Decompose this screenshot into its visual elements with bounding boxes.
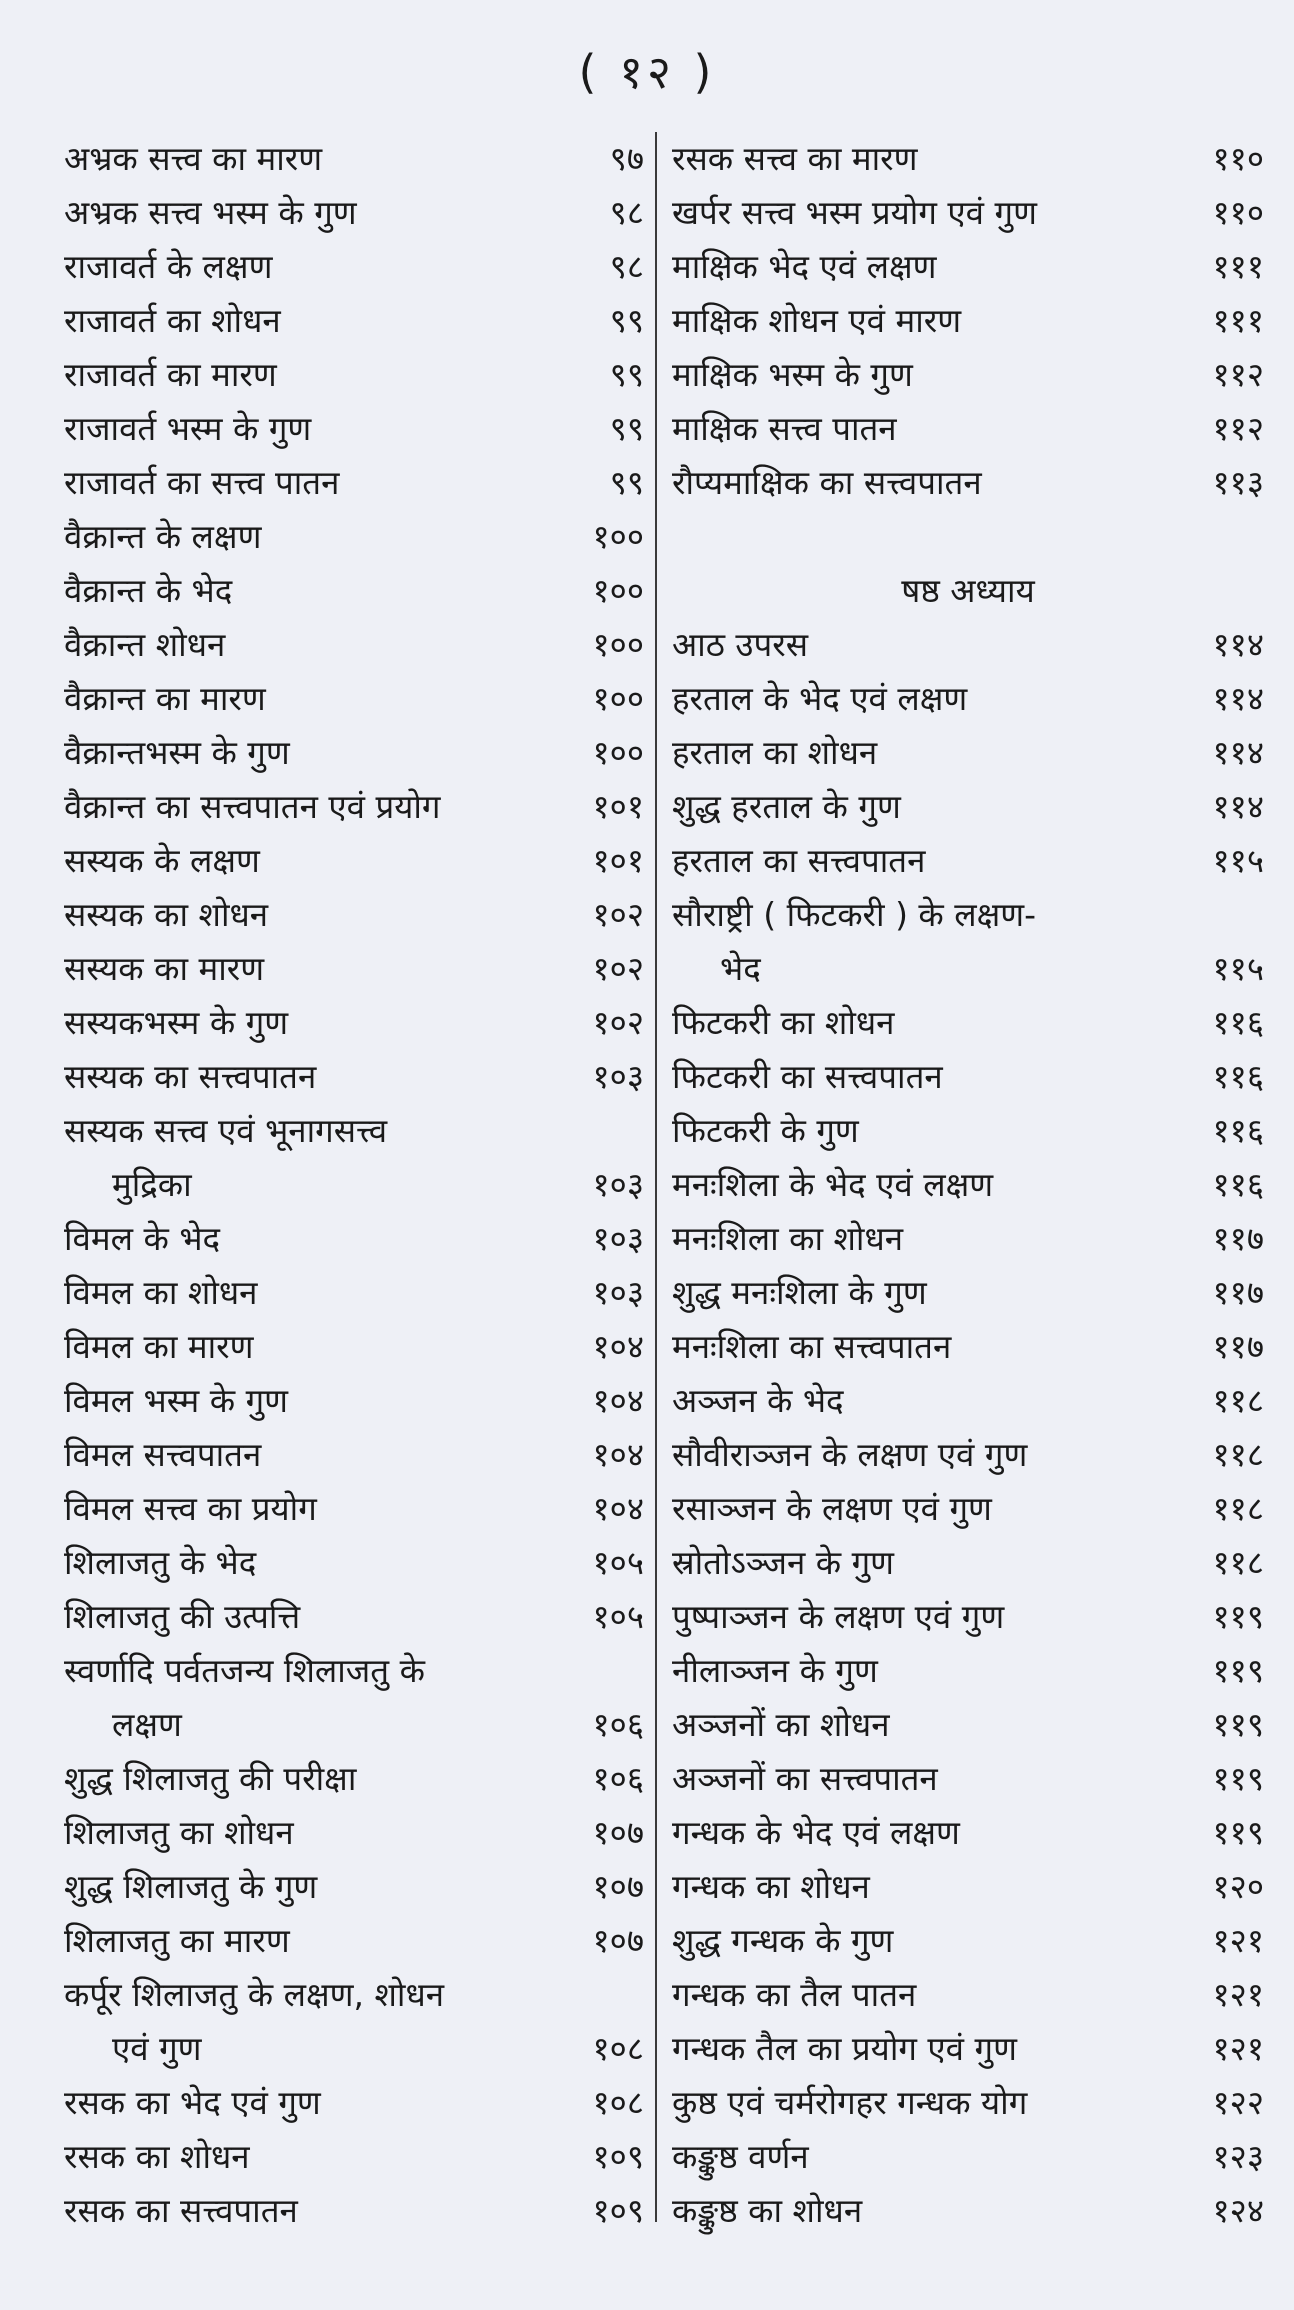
toc-entry [672, 2076, 1264, 2130]
toc-entry [64, 1698, 644, 1752]
toc-entry-page: ११८ [1212, 1489, 1264, 1528]
toc-entry [672, 942, 1264, 996]
toc-entry-title: रसक का शोधन [64, 2137, 250, 2176]
toc-entry-title: वैक्रान्त के लक्षण [64, 517, 262, 556]
toc-entry [672, 1428, 1264, 1482]
toc-entry [64, 1266, 644, 1320]
toc-entry-title: एवं गुण [112, 2029, 202, 2068]
toc-entry [672, 1590, 1264, 1644]
toc-entry [672, 2184, 1264, 2238]
toc-entry-page: ११९ [1212, 1705, 1264, 1744]
toc-entry-title: रसक सत्त्व का मारण [672, 139, 918, 178]
toc-entry-page: ११४ [1212, 787, 1264, 826]
toc-entry-page: ९९ [609, 301, 644, 340]
toc-entry [672, 348, 1264, 402]
toc-entry-page: १२२ [1212, 2083, 1264, 2122]
toc-entry-title: मनःशिला का सत्त्वपातन [672, 1327, 952, 1366]
toc-entry-page: ११७ [1212, 1327, 1264, 1366]
toc-entry-page: १०२ [592, 1003, 644, 1042]
toc-entry [672, 240, 1264, 294]
toc-entry-title: कङ्कुष्ठ वर्णन [672, 2137, 809, 2176]
toc-entry-page: १०९ [592, 2191, 644, 2230]
toc-entry-title: शुद्ध गन्धक के गुण [672, 1921, 894, 1960]
toc-entry [672, 888, 1264, 942]
toc-entry-title: फिटकरी के गुण [672, 1111, 859, 1150]
toc-entry-title: गन्धक का शोधन [672, 1867, 870, 1906]
toc-entry-title: रसक का सत्त्वपातन [64, 2191, 298, 2230]
toc-entry [64, 996, 644, 1050]
toc-entry-title: अञ्जनों का सत्त्वपातन [672, 1759, 938, 1798]
toc-entry-page: १०९ [592, 2137, 644, 2176]
toc-entry [672, 780, 1264, 834]
toc-entry-page: ११९ [1212, 1597, 1264, 1636]
toc-entry-title: अञ्जन के भेद [672, 1381, 844, 1420]
toc-entry-page: ९९ [609, 463, 644, 502]
toc-entry-title: वैक्रान्त का सत्त्वपातन एवं प्रयोग [64, 787, 441, 826]
toc-entry [64, 402, 644, 456]
toc-entry [672, 294, 1264, 348]
toc-entry-title: रौप्यमाक्षिक का सत्त्वपातन [672, 463, 982, 502]
toc-entry-title: शिलाजतु का शोधन [64, 1813, 294, 1852]
toc-entry [672, 2130, 1264, 2184]
toc-entry [672, 1104, 1264, 1158]
toc-entry-title: शुद्ध मनःशिला के गुण [672, 1273, 927, 1312]
toc-entry [672, 1266, 1264, 1320]
toc-entry-page: १०५ [592, 1543, 644, 1582]
toc-entry-page: ११६ [1212, 1111, 1264, 1150]
toc-entry-title: सौवीराञ्जन के लक्षण एवं गुण [672, 1435, 1028, 1474]
toc-entry-title: वैक्रान्त के भेद [64, 571, 233, 610]
toc-entry-page: ११२ [1212, 409, 1264, 448]
toc-entry [672, 834, 1264, 888]
toc-entry [64, 348, 644, 402]
toc-entry-title: रसाञ्जन के लक्षण एवं गुण [672, 1489, 992, 1528]
toc-entry [672, 618, 1264, 672]
toc-entry [64, 456, 644, 510]
column-divider [655, 132, 657, 2222]
toc-entry-title: सस्यक का मारण [64, 949, 265, 988]
toc-entry [64, 2076, 644, 2130]
toc-entry-title: मनःशिला का शोधन [672, 1219, 904, 1258]
toc-entry-page: ११४ [1212, 733, 1264, 772]
toc-entry-title: विमल सत्त्वपातन [64, 1435, 262, 1474]
toc-entry-page: १२१ [1212, 1921, 1264, 1960]
toc-entry-title: वैक्रान्त का मारण [64, 679, 266, 718]
toc-entry-page: १०० [592, 517, 644, 556]
toc-entry-page: ९९ [609, 409, 644, 448]
toc-entry-title: सस्यकभस्म के गुण [64, 1003, 289, 1042]
toc-entry-title: नीलाञ्जन के गुण [672, 1651, 878, 1690]
toc-entry [64, 240, 644, 294]
toc-entry-page: ११७ [1212, 1219, 1264, 1258]
toc-entry-title: वैक्रान्तभस्म के गुण [64, 733, 290, 772]
toc-entry-page: १०० [592, 733, 644, 772]
toc-entry [64, 294, 644, 348]
toc-entry-page: १०२ [592, 895, 644, 934]
toc-entry-page: १११ [1212, 247, 1264, 286]
toc-entry [672, 726, 1264, 780]
toc-entry [64, 942, 644, 996]
toc-entry [64, 1482, 644, 1536]
toc-entry-title: शुद्ध शिलाजतु के गुण [64, 1867, 318, 1906]
toc-entry [64, 1374, 644, 1428]
toc-entry [64, 1860, 644, 1914]
toc-entry-page: १०३ [592, 1057, 644, 1096]
toc-entry [64, 618, 644, 672]
toc-entry [672, 1212, 1264, 1266]
toc-entry-title: शिलाजतु के भेद [64, 1543, 257, 1582]
toc-entry-title: मनःशिला के भेद एवं लक्षण [672, 1165, 994, 1204]
toc-entry-title: माक्षिक भेद एवं लक्षण [672, 247, 937, 286]
toc-entry [672, 2022, 1264, 2076]
toc-entry [64, 1158, 644, 1212]
toc-entry [64, 564, 644, 618]
toc-entry-page: ११९ [1212, 1813, 1264, 1852]
toc-entry-title: सस्यक का सत्त्वपातन [64, 1057, 317, 1096]
toc-entry [64, 1212, 644, 1266]
toc-entry-page: १०० [592, 571, 644, 610]
toc-entry [672, 1050, 1264, 1104]
toc-entry [672, 402, 1264, 456]
toc-entry [64, 1320, 644, 1374]
toc-entry-title: भेद [720, 949, 761, 988]
toc-entry-title: स्वर्णादि पर्वतजन्य शिलाजतु के [64, 1651, 425, 1690]
toc-entry [672, 1536, 1264, 1590]
toc-entry-title: विमल भस्म के गुण [64, 1381, 289, 1420]
toc-entry [672, 1806, 1264, 1860]
toc-entry-page: ११६ [1212, 1165, 1264, 1204]
toc-entry [672, 1374, 1264, 1428]
toc-entry [672, 510, 1264, 564]
toc-entry-page: ११५ [1212, 841, 1264, 880]
toc-entry-title: रसक का भेद एवं गुण [64, 2083, 321, 2122]
toc-entry-page: ११९ [1212, 1651, 1264, 1690]
toc-entry-page: ९९ [609, 355, 644, 394]
toc-entry-title: स्रोतोऽञ्जन के गुण [672, 1543, 895, 1582]
toc-entry [64, 186, 644, 240]
toc-entry-title: अभ्रक सत्त्व का मारण [64, 139, 323, 178]
toc-entry-title: अञ्जनों का शोधन [672, 1705, 890, 1744]
toc-entry-page: १११ [1212, 301, 1264, 340]
toc-entry-title: गन्धक के भेद एवं लक्षण [672, 1813, 960, 1852]
chapter-heading [672, 564, 1264, 618]
toc-entry-title: सौराष्ट्री ( फिटकरी ) के लक्षण- [672, 895, 1037, 934]
toc-entry-title: हरताल का सत्त्वपातन [672, 841, 926, 880]
toc-entry-page: ११० [1212, 193, 1264, 232]
toc-entry [64, 1104, 644, 1158]
toc-entry-page: १०३ [592, 1273, 644, 1312]
toc-entry [672, 996, 1264, 1050]
toc-entry-title: माक्षिक भस्म के गुण [672, 355, 913, 394]
toc-entry-page: १०६ [592, 1759, 644, 1798]
toc-entry-page: ११० [1212, 139, 1264, 178]
toc-entry-title: शुद्ध हरताल के गुण [672, 787, 901, 826]
toc-entry-page: १०१ [592, 787, 644, 826]
toc-entry-page: ९८ [609, 247, 644, 286]
toc-entry-page: ११५ [1212, 949, 1264, 988]
toc-entry [672, 1158, 1264, 1212]
toc-entry-title: मुद्रिका [112, 1165, 192, 1204]
toc-entry-title: सस्यक का शोधन [64, 895, 269, 934]
toc-entry-page: ११३ [1212, 463, 1264, 502]
toc-entry-title: राजावर्त का सत्त्व पातन [64, 463, 340, 502]
toc-entry-page: ११७ [1212, 1273, 1264, 1312]
toc-entry-page: १०१ [592, 841, 644, 880]
toc-entry [672, 1914, 1264, 1968]
toc-entry-page: १०४ [592, 1381, 644, 1420]
toc-entry-title: राजावर्त का मारण [64, 355, 277, 394]
toc-entry [64, 132, 644, 186]
toc-entry-title: फिटकरी का शोधन [672, 1003, 895, 1042]
chapter-heading-title: षष्ठ अध्याय [901, 571, 1035, 610]
toc-entry-title: अभ्रक सत्त्व भस्म के गुण [64, 193, 357, 232]
toc-entry-page: १०४ [592, 1435, 644, 1474]
toc-entry [64, 1968, 644, 2022]
toc-entry-title: शिलाजतु की उत्पत्ति [64, 1597, 301, 1636]
toc-entry-title: हरताल के भेद एवं लक्षण [672, 679, 968, 718]
toc-entry-page: ११४ [1212, 679, 1264, 718]
toc-column-left [64, 132, 644, 2238]
toc-entry [64, 1806, 644, 1860]
toc-entry-title: राजावर्त भस्म के गुण [64, 409, 312, 448]
toc-entry-title: कङ्कुष्ठ का शोधन [672, 2191, 863, 2230]
toc-entry-title: शुद्ध शिलाजतु की परीक्षा [64, 1759, 357, 1798]
toc-entry-page: ११२ [1212, 355, 1264, 394]
toc-entry-page: १०२ [592, 949, 644, 988]
toc-entry [64, 1752, 644, 1806]
toc-entry-page: १०८ [592, 2029, 644, 2068]
toc-entry-page: १०४ [592, 1489, 644, 1528]
toc-entry-page: १२३ [1212, 2137, 1264, 2176]
toc-entry [672, 1968, 1264, 2022]
toc-entry [672, 1698, 1264, 1752]
toc-entry-title: आठ उपरस [672, 625, 809, 664]
toc-entry-title: कुष्ठ एवं चर्मरोगहर गन्धक योग [672, 2083, 1028, 2122]
toc-entry-page: १०५ [592, 1597, 644, 1636]
toc-entry [672, 1320, 1264, 1374]
toc-entry [64, 1050, 644, 1104]
toc-entry [64, 672, 644, 726]
toc-entry-title: खर्पर सत्त्व भस्म प्रयोग एवं गुण [672, 193, 1037, 232]
toc-entry-title: गन्धक तैल का प्रयोग एवं गुण [672, 2029, 1017, 2068]
toc-entry-title: राजावर्त के लक्षण [64, 247, 273, 286]
toc-entry [64, 1536, 644, 1590]
toc-entry-title: पुष्पाञ्जन के लक्षण एवं गुण [672, 1597, 1005, 1636]
toc-entry [64, 834, 644, 888]
toc-entry [672, 1644, 1264, 1698]
toc-entry-page: १०८ [592, 2083, 644, 2122]
toc-entry [64, 780, 644, 834]
toc-entry-page: १०७ [592, 1921, 644, 1960]
toc-entry [672, 1482, 1264, 1536]
toc-entry [64, 1428, 644, 1482]
toc-entry-page: १२४ [1212, 2191, 1264, 2230]
toc-entry [64, 2130, 644, 2184]
toc-entry-page: १०६ [592, 1705, 644, 1744]
toc-entry [64, 510, 644, 564]
toc-entry-title: गन्धक का तैल पातन [672, 1975, 917, 2014]
toc-entry-title: कर्पूर शिलाजतु के लक्षण, शोधन [64, 1975, 445, 2014]
toc-entry-page: ११९ [1212, 1759, 1264, 1798]
toc-entry-page: ९७ [609, 139, 644, 178]
toc-entry-title: विमल सत्त्व का प्रयोग [64, 1489, 317, 1528]
toc-entry-page: ९८ [609, 193, 644, 232]
toc-entry-page: ११४ [1212, 625, 1264, 664]
toc-entry [64, 1590, 644, 1644]
toc-entry [672, 132, 1264, 186]
toc-entry-title: विमल का शोधन [64, 1273, 258, 1312]
toc-entry [64, 1644, 644, 1698]
toc-entry-page: १०४ [592, 1327, 644, 1366]
toc-entry-page: १०० [592, 679, 644, 718]
toc-entry [672, 456, 1264, 510]
toc-entry [64, 2022, 644, 2076]
toc-entry [672, 1752, 1264, 1806]
toc-entry-page: १०७ [592, 1813, 644, 1852]
toc-entry-page: १२१ [1212, 1975, 1264, 2014]
toc-entry [64, 726, 644, 780]
toc-entry-title: माक्षिक सत्त्व पातन [672, 409, 897, 448]
toc-entry-page: १२० [1212, 1867, 1264, 1906]
toc-entry [672, 186, 1264, 240]
toc-entry-page: ११८ [1212, 1381, 1264, 1420]
toc-entry-title: वैक्रान्त शोधन [64, 625, 226, 664]
toc-entry-page: १०३ [592, 1219, 644, 1258]
toc-entry-page: १०० [592, 625, 644, 664]
toc-entry-title: हरताल का शोधन [672, 733, 878, 772]
toc-entry-page: १०३ [592, 1165, 644, 1204]
toc-entry-page: १२१ [1212, 2029, 1264, 2068]
toc-entry-page: ११६ [1212, 1057, 1264, 1096]
toc-entry-title: सस्यक सत्त्व एवं भूनागसत्त्व [64, 1111, 388, 1150]
toc-entry-page: ११८ [1212, 1435, 1264, 1474]
toc-entry [672, 672, 1264, 726]
toc-entry-page: १०७ [592, 1867, 644, 1906]
page-number: ( १२ ) [578, 45, 716, 99]
toc-entry-title: लक्षण [112, 1705, 182, 1744]
toc-entry-title: माक्षिक शोधन एवं मारण [672, 301, 962, 340]
toc-entry [64, 1914, 644, 1968]
toc-entry-title: फिटकरी का सत्त्वपातन [672, 1057, 943, 1096]
toc-entry-page: ११६ [1212, 1003, 1264, 1042]
toc-entry-title: शिलाजतु का मारण [64, 1921, 290, 1960]
toc-entry-title: विमल का मारण [64, 1327, 254, 1366]
toc-entry-title: राजावर्त का शोधन [64, 301, 281, 340]
toc-entry [672, 1860, 1264, 1914]
toc-column-right [672, 132, 1264, 2238]
toc-entry [64, 2184, 644, 2238]
toc-entry-page: ११८ [1212, 1543, 1264, 1582]
toc-entry-title: विमल के भेद [64, 1219, 221, 1258]
toc-entry [64, 888, 644, 942]
toc-entry-title: सस्यक के लक्षण [64, 841, 260, 880]
